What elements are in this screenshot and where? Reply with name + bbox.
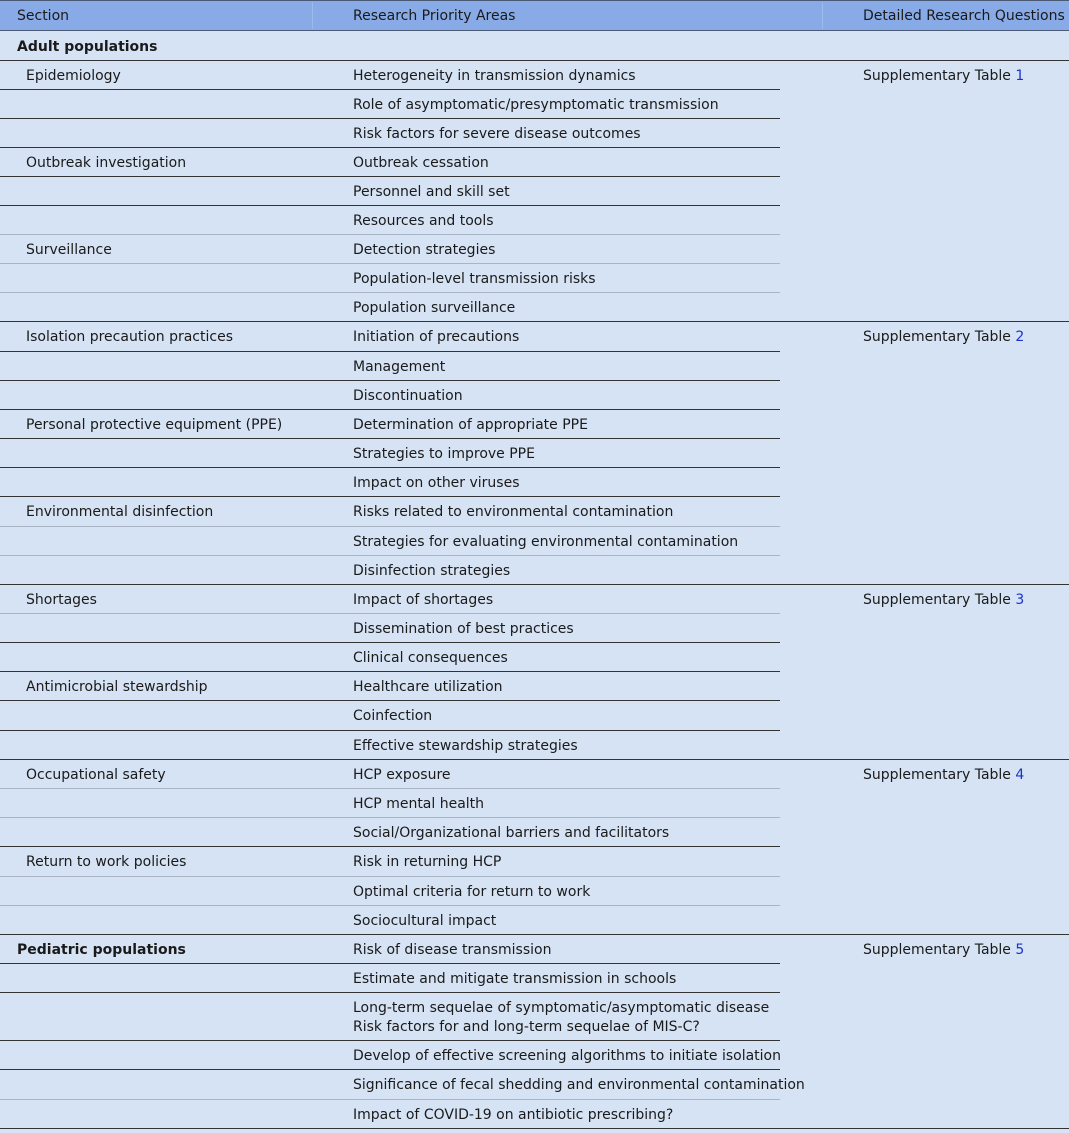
- row-divider: [0, 1069, 780, 1070]
- row-divider: [0, 963, 780, 964]
- research-area: Risks related to environmental contamination: [353, 504, 674, 520]
- row-divider: [0, 846, 780, 847]
- row-divider: [0, 1099, 780, 1100]
- supplementary-table-ref[interactable]: [863, 68, 1024, 84]
- row-divider: [0, 671, 780, 672]
- supplementary-table-link[interactable]: 5: [1015, 942, 1025, 958]
- research-area: Clinical consequences: [353, 650, 508, 666]
- supplementary-table-link[interactable]: 1: [1015, 68, 1025, 84]
- row-divider: [780, 321, 863, 322]
- research-area: Role of asymptomatic/presymptomatic transmission: [353, 97, 719, 113]
- research-area: Risk factors for severe disease outcomes: [353, 126, 641, 142]
- research-area: Strategies for evaluating environmental contamination: [353, 534, 739, 550]
- research-area: Population-level transmission risks: [353, 271, 596, 287]
- research-area: Management: [353, 359, 446, 375]
- supplementary-table-ref[interactable]: [863, 592, 1024, 608]
- research-area: Estimate and mitigate transmission in schools: [353, 971, 677, 987]
- research-area: Long-term sequelae of symptomatic/asymptomatic disease: [353, 1000, 770, 1016]
- row-divider: [0, 176, 780, 177]
- research-area: Initiation of precautions: [353, 329, 520, 345]
- row-divider: [0, 118, 780, 119]
- supplementary-table-ref[interactable]: [863, 942, 1024, 958]
- row-divider: [0, 292, 780, 293]
- section-label: Outbreak investigation: [26, 155, 187, 171]
- research-area: Outbreak cessation: [353, 155, 489, 171]
- section-label: Personal protective equipment (PPE): [26, 417, 283, 433]
- research-area: Sociocultural impact: [353, 913, 497, 929]
- research-area: Dissemination of best practices: [353, 621, 574, 637]
- research-area: Determination of appropriate PPE: [353, 417, 588, 433]
- supplementary-table-label: Supplementary Table: [863, 767, 1016, 783]
- section-label: Return to work policies: [26, 854, 187, 870]
- section-label: Shortages: [26, 592, 97, 608]
- supplementary-table-label: Supplementary Table: [863, 329, 1016, 345]
- research-area: Significance of fecal shedding and environmental contamination: [353, 1077, 805, 1093]
- header-divider: [822, 2, 823, 29]
- row-divider: [0, 467, 780, 468]
- section-label: Environmental disinfection: [26, 504, 214, 520]
- row-divider: [0, 788, 780, 789]
- row-divider: [0, 496, 780, 497]
- research-area: Impact of shortages: [353, 592, 494, 608]
- row-divider: [0, 613, 780, 614]
- section-label: Epidemiology: [26, 68, 121, 84]
- research-area: Effective stewardship strategies: [353, 738, 578, 754]
- research-area: Impact on other viruses: [353, 475, 520, 491]
- supplementary-table-ref[interactable]: [863, 329, 1024, 345]
- group-label-adult: Adult populations: [17, 39, 158, 55]
- row-divider: [780, 584, 863, 585]
- header-section: Section: [17, 8, 70, 24]
- row-divider: [0, 730, 780, 731]
- row-divider: [0, 60, 1069, 61]
- research-area: Strategies to improve PPE: [353, 446, 535, 462]
- row-divider: [0, 934, 1069, 935]
- table-header: [0, 0, 1069, 31]
- row-divider: [0, 555, 780, 556]
- row-divider: [0, 905, 780, 906]
- section-label: Antimicrobial stewardship: [26, 679, 208, 695]
- group-label-pediatric: Pediatric populations: [17, 942, 186, 958]
- supplementary-table-link[interactable]: 3: [1015, 592, 1025, 608]
- row-divider: [863, 321, 1069, 322]
- row-divider: [780, 759, 863, 760]
- research-area: Risk in returning HCP: [353, 854, 502, 870]
- research-area: Social/Organizational barriers and facilitators: [353, 825, 670, 841]
- research-area: Risk of disease transmission: [353, 942, 552, 958]
- supplementary-table-link[interactable]: 2: [1015, 329, 1025, 345]
- row-divider: [0, 147, 780, 148]
- research-area: Disinfection strategies: [353, 563, 511, 579]
- row-divider: [0, 526, 780, 527]
- row-divider: [0, 380, 780, 381]
- table-bottom-rule: [0, 1128, 1069, 1129]
- research-area: Resources and tools: [353, 213, 494, 229]
- research-area: Heterogeneity in transmission dynamics: [353, 68, 636, 84]
- section-label: Surveillance: [26, 242, 112, 258]
- research-area: Coinfection: [353, 708, 433, 724]
- research-area: Population surveillance: [353, 300, 516, 316]
- header-detailed-research-questions: Detailed Research Questions: [863, 8, 1065, 24]
- row-divider: [0, 759, 780, 760]
- research-area: Develop of effective screening algorithms to initiate isolation: [353, 1048, 781, 1064]
- section-label: Occupational safety: [26, 767, 166, 783]
- supplementary-table-ref[interactable]: [863, 767, 1024, 783]
- supplementary-table-label: Supplementary Table: [863, 942, 1016, 958]
- research-area: HCP mental health: [353, 796, 485, 812]
- research-area: Detection strategies: [353, 242, 496, 258]
- row-divider: [0, 263, 780, 264]
- supplementary-table-link[interactable]: 4: [1015, 767, 1025, 783]
- row-divider: [863, 584, 1069, 585]
- row-divider: [0, 700, 780, 701]
- research-area: HCP exposure: [353, 767, 451, 783]
- research-area: Impact of COVID-19 on antibiotic prescribing?: [353, 1107, 674, 1123]
- research-area: Optimal criteria for return to work: [353, 884, 591, 900]
- row-divider: [0, 992, 780, 993]
- row-divider: [0, 876, 780, 877]
- header-divider: [312, 2, 313, 29]
- section-label: Isolation precaution practices: [26, 329, 233, 345]
- supplementary-table-label: Supplementary Table: [863, 68, 1016, 84]
- row-divider: [0, 438, 780, 439]
- row-divider: [863, 759, 1069, 760]
- row-divider: [0, 584, 780, 585]
- row-divider: [0, 89, 780, 90]
- row-divider: [0, 205, 780, 206]
- row-divider: [0, 409, 780, 410]
- research-area: Healthcare utilization: [353, 679, 503, 695]
- research-area: Risk factors for and long-term sequelae of MIS-C?: [353, 1019, 700, 1035]
- research-area: Discontinuation: [353, 388, 463, 404]
- row-divider: [0, 817, 780, 818]
- row-divider: [0, 1040, 780, 1041]
- row-divider: [0, 321, 780, 322]
- research-area: Personnel and skill set: [353, 184, 510, 200]
- header-research-priority-areas: Research Priority Areas: [353, 8, 516, 24]
- row-divider: [0, 351, 780, 352]
- supplementary-table-label: Supplementary Table: [863, 592, 1016, 608]
- row-divider: [0, 234, 780, 235]
- row-divider: [0, 642, 780, 643]
